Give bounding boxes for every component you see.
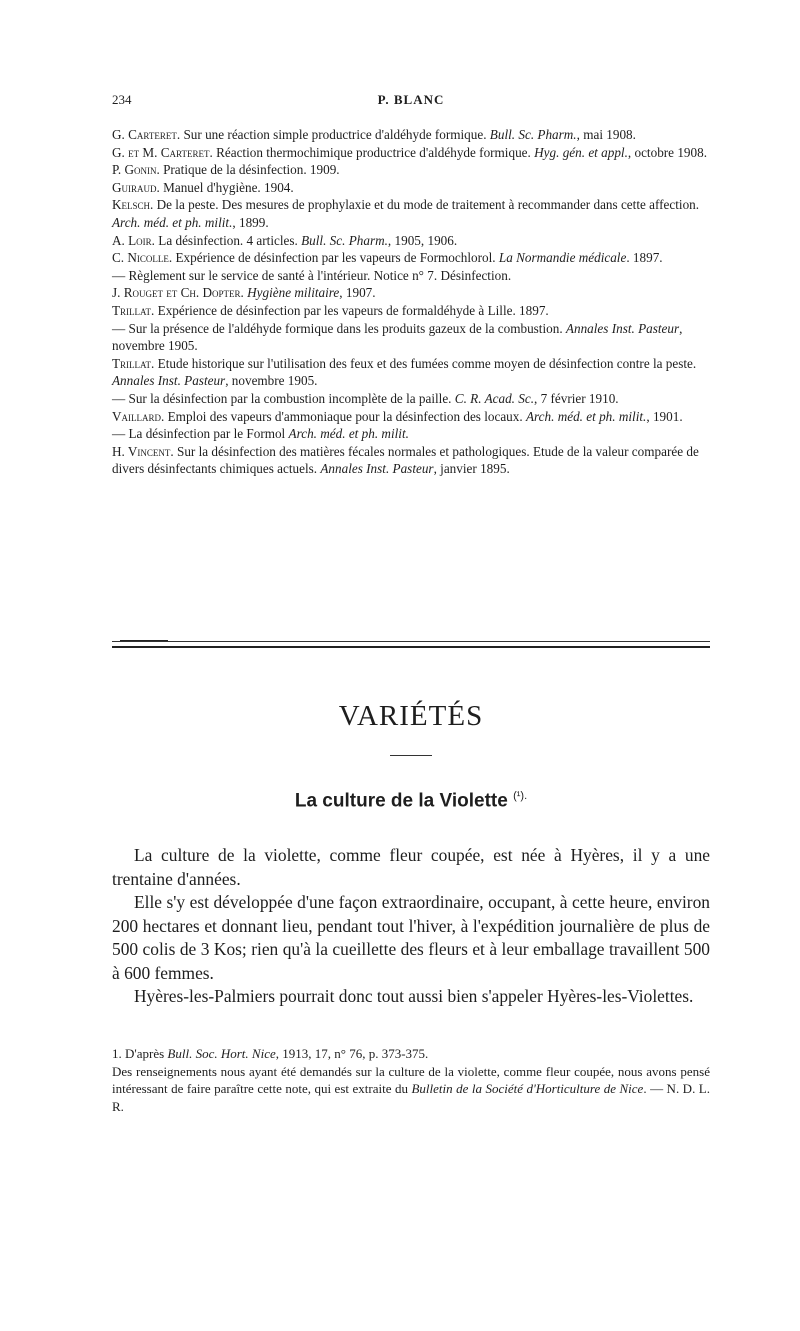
entry-source: C. R. Acad. Sc.: [454, 390, 535, 406]
entry-tail: , octobre 1908.: [627, 144, 707, 160]
bibliography-entry: [112, 161, 710, 179]
entry-source: Bull. Sc. Pharm.: [301, 232, 388, 248]
entry-text: La désinfection. 4 articles.: [154, 232, 302, 248]
bibliography-entry: [112, 355, 710, 390]
paragraph: Hyères-les-Palmiers pourrait donc tout aussi bien s'appeler Hyères-les-Violettes.: [134, 986, 694, 1006]
entry-text: Réaction thermochimique productrice d'aldéhyde formique.: [212, 144, 535, 160]
bibliography-entry: [112, 425, 710, 443]
entry-text: Etude historique sur l'utilisation des feux et des fumées comme moyen de désinfection contre la peste.: [154, 355, 697, 371]
entry-author: A. Loir.: [112, 232, 155, 248]
entry-text: — Sur la désinfection par la combustion incomplète de la paille.: [112, 390, 455, 406]
entry-tail: , 1907.: [339, 285, 376, 301]
entry-tail: , janvier 1895.: [433, 461, 510, 477]
article-body: [112, 844, 710, 1009]
entry-source: Hygiène militaire: [247, 285, 340, 301]
entry-text: — Sur la présence de l'aldéhyde formique dans les produits gazeux de la combustion.: [112, 320, 566, 336]
article-title-text: La culture de la Violette: [294, 790, 508, 812]
footnote-tail: , 1913, 17, n° 76, p. 373-375.: [275, 1046, 429, 1061]
entry-tail: , novembre 1905.: [112, 320, 683, 354]
page-number: 234: [112, 92, 132, 107]
entry-source: La Normandie médicale: [498, 250, 627, 266]
bibliography-entry: [112, 284, 710, 302]
entry-source: Annales Inst. Pasteur: [320, 461, 434, 477]
entry-author: C. Nicolle.: [112, 250, 173, 266]
entry-text: Expérience de désinfection par les vapeurs de formaldéhyde à Lille. 1897.: [154, 302, 549, 318]
bibliography: [112, 126, 710, 478]
entry-text: Pratique de la désinfection. 1909.: [159, 162, 340, 178]
footnote-tail: . — N. D. L. R.: [112, 1081, 710, 1114]
bibliography-entry: [112, 126, 710, 144]
bibliography-entry: [112, 249, 710, 267]
article-title: [112, 790, 710, 812]
running-head-title: P. BLANC: [377, 92, 445, 107]
section-title: VARIÉTÉS: [338, 700, 484, 732]
bibliography-entry: [112, 408, 710, 426]
entry-author: Kelsch.: [112, 197, 154, 213]
footnote-1: [112, 1045, 710, 1063]
entry-tail: , 1905, 1906.: [387, 232, 458, 248]
entry-source: Arch. méd. et ph. milit.: [525, 408, 647, 424]
entry-source: Arch. méd. et ph. milit.: [288, 426, 409, 442]
bibliography-entry: [112, 320, 710, 355]
entry-source: Arch. méd. et ph. milit.: [112, 214, 233, 230]
entry-author: G. et M. Carteret.: [112, 144, 213, 160]
entry-author: Trillat.: [112, 302, 155, 318]
divider-mark: [120, 640, 168, 641]
bibliography-entry: [112, 302, 710, 320]
entry-author: H. Vincent.: [112, 443, 174, 459]
footnotes: [112, 1045, 710, 1115]
entry-author: Guiraud.: [112, 179, 160, 195]
entry-tail: , 7 février 1910.: [534, 390, 619, 406]
entry-tail: , 1901.: [646, 408, 683, 424]
footnote-ref: (¹).: [513, 790, 528, 802]
bibliography-entry: [112, 267, 710, 285]
entry-text: — La désinfection par le Formol: [112, 426, 289, 442]
entry-source: Annales Inst. Pasteur: [565, 320, 680, 336]
entry-text: Sur une réaction simple productrice d'aldéhyde formique.: [180, 127, 490, 142]
entry-source: Annales Inst. Pasteur: [112, 373, 226, 389]
entry-author: J. Rouget et Ch. Dopter.: [112, 285, 244, 301]
entry-tail: , 1899.: [232, 214, 269, 230]
running-head: [112, 92, 710, 112]
footnote-source: Bulletin de la Société d'Horticulture de Nice: [411, 1081, 644, 1096]
entry-author: Vaillard.: [112, 408, 165, 424]
footnote-2: [112, 1063, 710, 1116]
entry-source: Hyg. gén. et appl.: [534, 144, 628, 160]
footnote-text: Des renseignements nous ayant été demandés sur la culture de la violette, comme fleur coupée, nous avons pensé intéressant de faire paraître cette note, qui est extraite du: [112, 1063, 710, 1096]
entry-author: G. Carteret.: [112, 127, 181, 142]
entry-text: Sur la désinfection des matières fécales normales et pathologiques. Etude de la valeur comparée de divers désinfectants chimiques actuels.: [112, 443, 699, 477]
entry-text: — Règlement sur le service de santé à l'intérieur. Notice n° 7. Désinfection.: [112, 267, 512, 283]
entry-tail: . 1897.: [626, 250, 663, 266]
entry-text: De la peste. Des mesures de prophylaxie et du mode de traitement à recommander dans cette affection.: [153, 197, 700, 213]
entry-text: Emploi des vapeurs d'ammoniaque pour la désinfection des locaux.: [164, 408, 526, 424]
section-divider: [112, 641, 710, 648]
entry-source: Bull. Sc. Pharm.: [489, 127, 577, 142]
paragraph: Elle s'y est développée d'une façon extraordinaire, occupant, à cette heure, environ 200 hectares et donnant lieu, pendant tout l'hiver, à l'expédition journalière de plus de 500 colis de 3 Kos; rien qu'à la cueillette des fleurs et à leur emballage travaillent 500 à 600 femmes.: [112, 892, 710, 983]
bibliography-entry: [112, 390, 710, 408]
footnote-source: Bull. Soc. Hort. Nice: [167, 1046, 276, 1061]
entry-tail: , mai 1908.: [576, 127, 636, 142]
bibliography-entry: [112, 144, 710, 162]
bibliography-entry: [112, 443, 710, 478]
entry-text: Manuel d'hygiène. 1904.: [159, 179, 294, 195]
bibliography-entry: [112, 196, 710, 231]
title-underline: [390, 755, 432, 756]
bibliography-entry: [112, 179, 710, 197]
entry-text: Expérience de désinfection par les vapeurs de Formochlorol.: [172, 250, 499, 266]
bibliography-entry: [112, 232, 710, 250]
entry-author: Trillat.: [112, 355, 155, 371]
entry-tail: , novembre 1905.: [225, 373, 318, 389]
footnote-text: 1. D'après: [112, 1046, 168, 1061]
paragraph: La culture de la violette, comme fleur coupée, est née à Hyères, il y a une trentaine d'années.: [112, 845, 710, 889]
entry-author: P. Gonin.: [112, 162, 160, 178]
